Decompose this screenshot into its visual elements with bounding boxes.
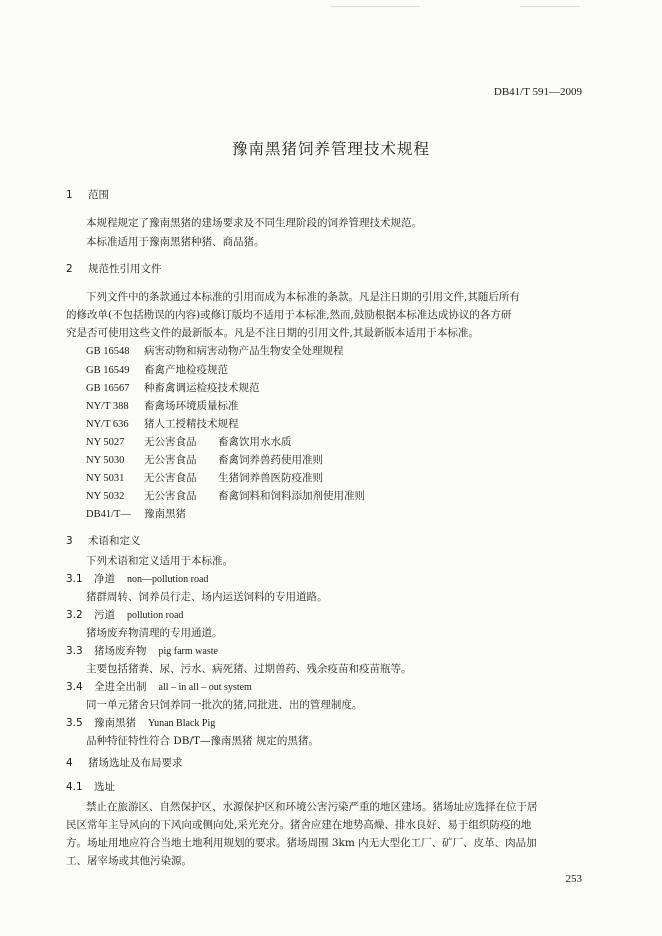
ref-code: GB 16548 — [86, 346, 130, 357]
ref-title: 豫南黑猪 — [144, 508, 186, 520]
ref-code: DB41/T— — [86, 509, 131, 520]
term-en: pig farm waste — [158, 646, 218, 657]
subsection-number: 4.1 — [66, 781, 83, 793]
reference-item — [86, 380, 260, 395]
section-title: 范围 — [88, 189, 109, 201]
paragraph-line: 究是否可使用这些文件的最新版本。凡是不注日期的引用文件,其最新版本适用于本标准。 — [66, 327, 479, 339]
ref-code: GB 16567 — [86, 383, 130, 394]
ref-title: 畜禽饲料和饲料添加剂使用准则 — [218, 490, 365, 502]
ref-category: 无公害食品 — [144, 436, 197, 448]
reference-item — [86, 398, 239, 413]
ref-title: 畜禽场环境质量标准 — [144, 400, 239, 412]
reference-item — [86, 452, 323, 467]
term-en: all – in all – out system — [158, 682, 252, 693]
term-cn: 净道 — [94, 573, 115, 585]
section-heading — [66, 533, 141, 548]
term-number: 3.4 — [66, 681, 83, 693]
term-definition: 猪群周转、饲养员行走、场内运送饲料的专用道路。 — [86, 591, 328, 603]
section-title: 规范性引用文件 — [88, 263, 162, 275]
ref-code: NY 5030 — [86, 455, 125, 466]
reference-item — [86, 470, 323, 485]
section-title: 术语和定义 — [88, 535, 141, 547]
paragraph: 本标准适用于豫南黑猪种猪、商品猪。 — [86, 236, 265, 248]
paragraph-line: 的修改单(不包括勘误的内容)或修订版均不适用于本标准,然而,鼓励根据本标准达成协议的各方研 — [66, 309, 512, 321]
ref-category: 无公害食品 — [144, 490, 197, 502]
reference-item — [86, 343, 344, 358]
term-definition: 品种特征特性符合 DB/T—豫南黑猪 规定的黑猪。 — [86, 735, 319, 747]
paragraph-line: 民区常年主导风向的下风向或侧向处,采光充分。猪舍应建在地势高燥、排水良好、易于组织防疫的地 — [66, 819, 532, 831]
term-cn: 猪场废弃物 — [94, 645, 147, 657]
term-en: pollution road — [127, 610, 184, 621]
ref-category: 无公害食品 — [144, 454, 197, 466]
document-title: 豫南黑猪饲养管理技术规程 — [231, 140, 430, 158]
term-heading — [66, 571, 208, 586]
term-number: 3.2 — [66, 609, 83, 621]
term-heading — [66, 679, 252, 694]
section-heading — [66, 187, 109, 202]
paragraph: 本规程规定了豫南黑猪的建场要求及不同生理阶段的饲养管理技术规范。 — [86, 217, 422, 229]
ref-title: 畜禽饮用水水质 — [218, 436, 292, 448]
reference-item — [86, 434, 292, 449]
ref-code: NY/T 636 — [86, 419, 129, 430]
paragraph-line: 方。场址用地应符合当地土地利用规划的要求。猪场周围 3km 内无大型化工厂、矿厂、皮革、肉品加 — [66, 837, 537, 849]
paragraph-line: 工、屠宰场或其他污染源。 — [66, 855, 192, 867]
reference-item — [86, 506, 186, 521]
subsection-title: 选址 — [94, 781, 115, 793]
term-definition: 主要包括猪粪、尿、污水、病死猪、过期兽药、残余疫苗和疫苗瓶等。 — [86, 663, 412, 675]
paragraph-line: 禁止在旅游区、自然保护区、水源保护区和环境公害污染严重的地区建场。猪场址应选择在位于居 — [86, 801, 538, 813]
term-heading — [66, 643, 218, 658]
term-heading — [66, 607, 183, 622]
ref-code: NY/T 388 — [86, 401, 129, 412]
ref-title: 猪人工授精技术规程 — [144, 418, 239, 430]
ref-title: 生猪饲养兽医防疫准则 — [218, 472, 323, 484]
reference-item — [86, 362, 228, 377]
section-number: 2 — [66, 263, 73, 275]
term-cn: 全进全出制 — [94, 681, 147, 693]
term-cn: 豫南黑猪 — [94, 717, 136, 729]
ref-title: 病害动物和病害动物产品生物安全处理规程 — [144, 345, 344, 357]
term-number: 3.5 — [66, 717, 83, 729]
paragraph: 下列术语和定义适用于本标准。 — [86, 555, 233, 567]
paragraph-line: 下列文件中的条款通过本标准的引用而成为本标准的条款。凡是注日期的引用文件,其随后所有 — [86, 291, 520, 303]
ref-title: 畜禽产地检疫规范 — [144, 364, 228, 376]
scan-noise — [330, 6, 420, 7]
term-heading — [66, 715, 215, 730]
section-heading — [66, 261, 162, 276]
section-number: 3 — [66, 535, 73, 547]
page-number: 253 — [565, 873, 582, 885]
section-number: 1 — [66, 189, 73, 201]
subsection-heading — [66, 779, 115, 794]
standard-code: DB41/T 591—2009 — [493, 86, 582, 98]
ref-code: NY 5032 — [86, 491, 125, 502]
term-number: 3.3 — [66, 645, 83, 657]
section-title: 猪场选址及布局要求 — [88, 757, 183, 769]
term-definition: 同一单元猪舍只饲养同一批次的猪,同批进、出的管理制度。 — [86, 699, 363, 711]
term-definition: 猪场废弃物清理的专用通道。 — [86, 627, 223, 639]
ref-code: NY 5031 — [86, 473, 125, 484]
term-en: non—pollution road — [127, 574, 209, 585]
reference-item — [86, 416, 239, 431]
ref-code: GB 16549 — [86, 365, 130, 376]
scan-noise — [520, 6, 580, 7]
ref-title: 畜禽饲养兽药使用准则 — [218, 454, 323, 466]
term-number: 3.1 — [66, 573, 83, 585]
section-number: 4 — [66, 757, 73, 769]
section-heading — [66, 755, 183, 770]
ref-code: NY 5027 — [86, 437, 125, 448]
ref-category: 无公害食品 — [144, 472, 197, 484]
term-cn: 污道 — [94, 609, 115, 621]
term-en: Yunan Black Pig — [148, 718, 216, 729]
reference-item — [86, 488, 365, 503]
ref-title: 种畜禽调运检疫技术规范 — [144, 382, 260, 394]
